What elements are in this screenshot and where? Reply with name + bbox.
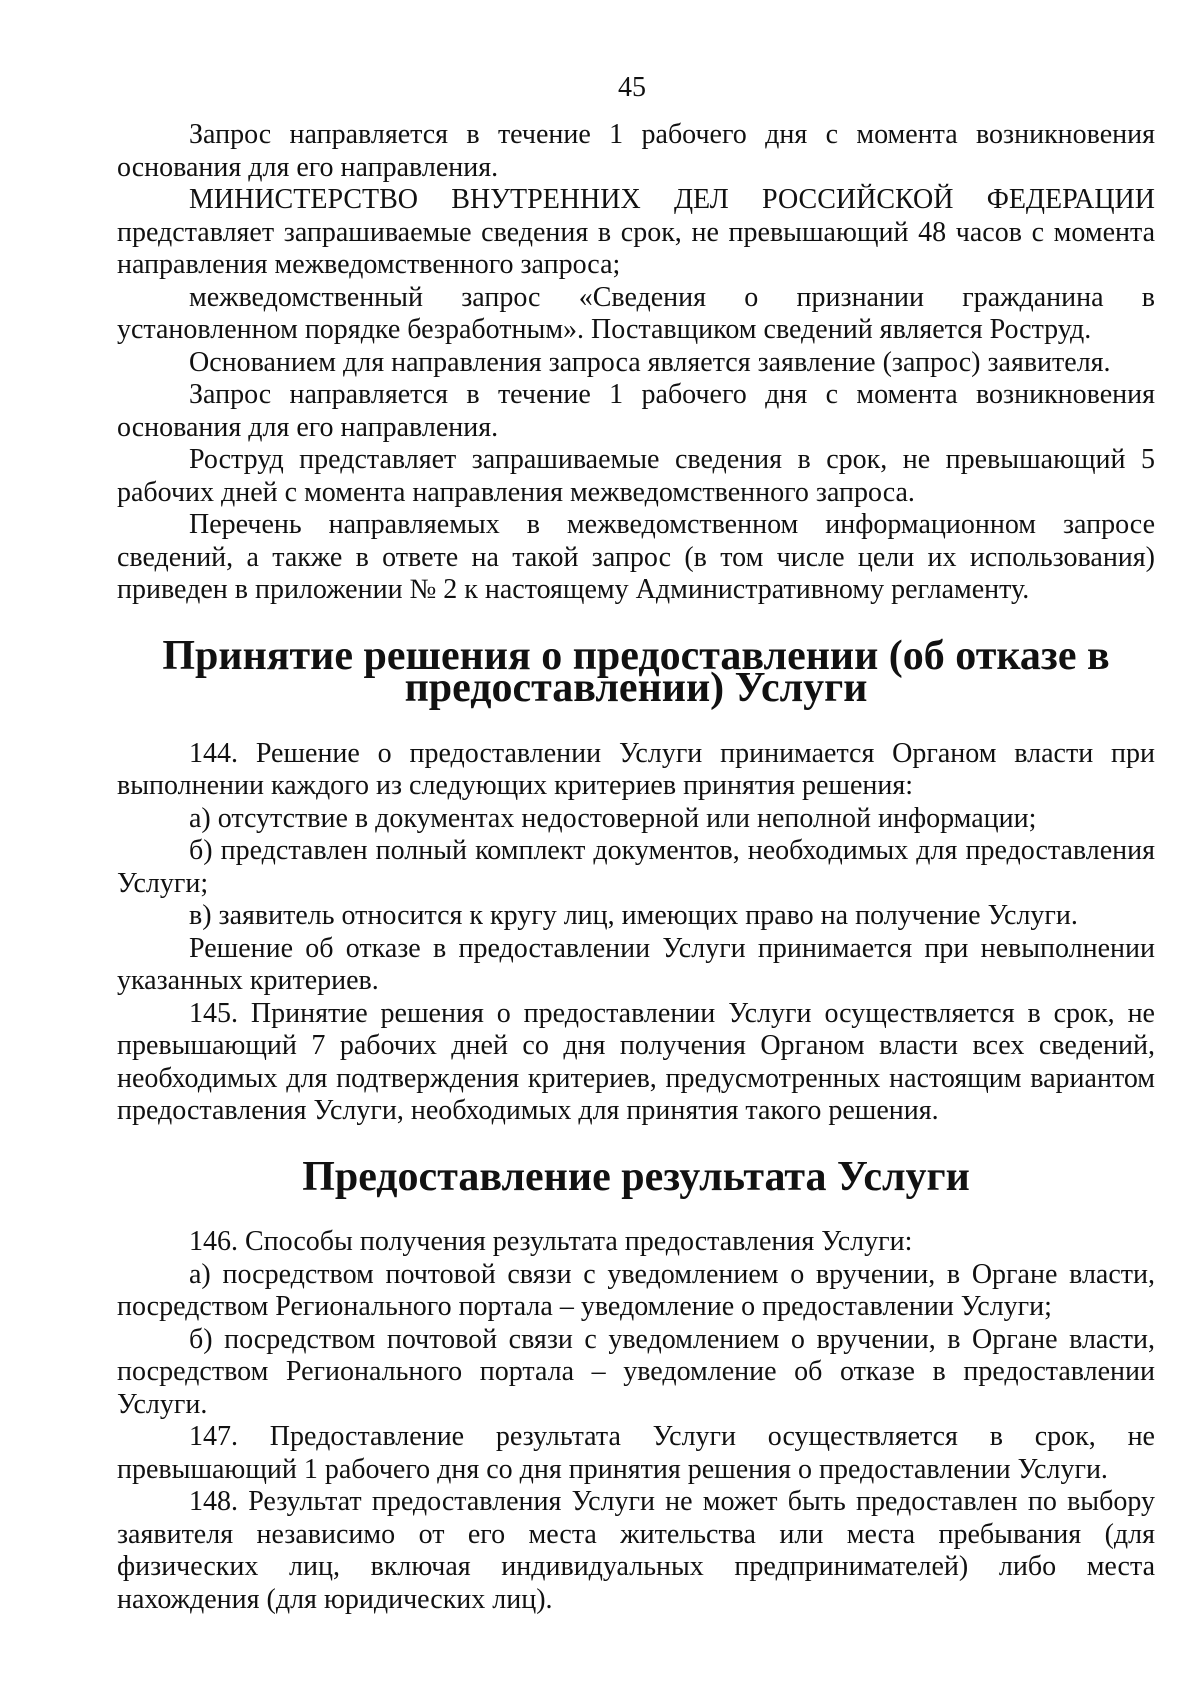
paragraph: б) посредством почтовой связи с уведомлением о вручении, в Органе власти, посредством Регионального портала – уведомление об отказе в предоставлении Услуги. (117, 1323, 1155, 1420)
paragraph: 146. Способы получения результата предоставления Услуги: (189, 1226, 913, 1257)
paragraph: Перечень направляемых в межведомственном информационном запросе сведений, а также в ответе на такой запрос (в том числе цели их использования) приведен в приложении № 2 к настоящему Административному регламенту. (117, 509, 1155, 605)
paragraph: Запрос направляется в течение 1 рабочего дня с момента возникновения основания для его направления. (117, 119, 1155, 183)
paragraph: Роструд представляет запрашиваемые сведения в срок, не превышающий 5 рабочих дней с момента направления межведомственного запроса. (117, 444, 1155, 508)
section-heading-decision: Принятие решения о предоставлении (об отказе в предоставлении) Услуги (162, 632, 1110, 711)
paragraph: 145. Принятие решения о предоставлении Услуги осуществляется в срок, не превышающий 7 рабочих дней со дня получения Органом власти всех сведений, необходимых для подтверждения критериев, предусмотренных настоящим вариантом предоставления Услуги, необходимых для принятия такого решения. (117, 997, 1155, 1126)
section-result (117, 1226, 1155, 1616)
paragraph: 144. Решение о предоставлении Услуги принимается Органом власти при выполнении каждого из следующих критериев принятия решения: (117, 737, 1155, 801)
paragraph: в) заявитель относится к кругу лиц, имеющих право на получение Услуги. (189, 900, 1078, 931)
paragraph: а) отсутствие в документах недостоверной или неполной информации; (189, 802, 1037, 834)
paragraph: Основанием для направления запроса является заявление (запрос) заявителя. (189, 346, 1111, 378)
paragraph: Решение об отказе в предоставлении Услуги принимается при невыполнении указанных критериев. (117, 932, 1155, 996)
section-interagency-requests (117, 119, 1155, 607)
paragraph: Запрос направляется в течение 1 рабочего дня с момента возникновения основания для его направления. (117, 379, 1155, 443)
paragraph: 147. Предоставление результата Услуги осуществляется в срок, не превышающий 1 рабочего дня со дня принятия решения о предоставлении Услуги. (117, 1421, 1155, 1485)
paragraph: межведомственный запрос «Сведения о признании гражданина в установленном порядке безработным». Поставщиком сведений является Роструд. (117, 281, 1155, 345)
section-decision (117, 738, 1155, 1128)
document-body (117, 119, 1155, 1616)
paragraph: а) посредством почтовой связи с уведомлением о вручении, в Органе власти, посредством Регионального портала – уведомление о предоставлении Услуги; (117, 1258, 1155, 1322)
paragraph: МИНИСТЕРСТВО ВНУТРЕННИХ ДЕЛ РОССИЙСКОЙ ФЕДЕРАЦИИ представляет запрашиваемые сведения в срок, не превышающий 48 часов с момента направления межведомственного запроса; (117, 184, 1155, 280)
page-number: 45 (618, 72, 646, 103)
paragraph: б) представлен полный комплект документов, необходимых для предоставления Услуги; (117, 835, 1155, 899)
paragraph: 148. Результат предоставления Услуги не может быть предоставлен по выбору заявителя независимо от его места жительства или места пребывания (для физических лиц, включая индивидуальных предпринимателей) либо места нахождения (для юридических лиц). (117, 1486, 1155, 1615)
section-heading-result: Предоставление результата Услуги (302, 1153, 970, 1200)
